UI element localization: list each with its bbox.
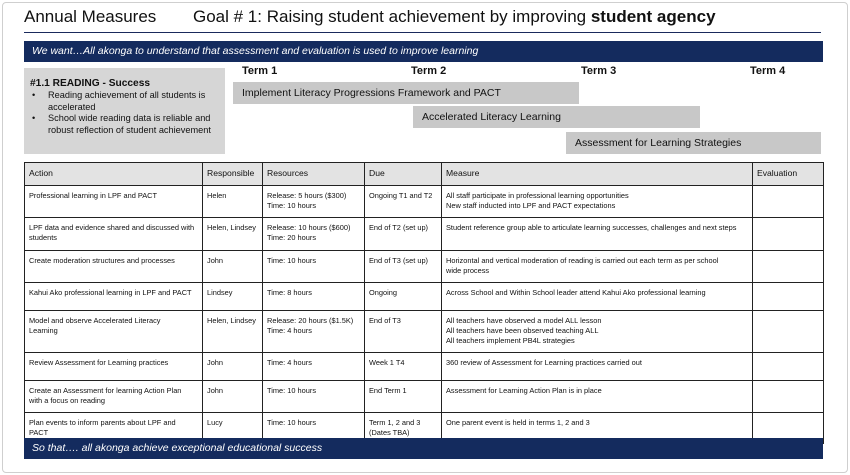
so-that-banner: So that…. all akonga achieve exceptional educational success	[24, 438, 823, 459]
cell-responsible	[203, 251, 263, 283]
cell-measure	[442, 283, 753, 311]
cell-text: Release: 20 hours ($1.5K)	[267, 316, 354, 325]
cell-text: Time: 10 hours	[267, 386, 317, 395]
cell-due	[365, 218, 442, 251]
cell-text: One parent event is held in terms 1, 2 and 3	[446, 418, 590, 427]
cell-due	[365, 353, 442, 381]
cell-text: Time: 20 hours	[267, 233, 317, 242]
cell-text: Plan events to inform parents about LPF and	[29, 418, 176, 427]
cell-action	[25, 381, 203, 413]
success-bullet-list	[30, 90, 225, 136]
cell-text: Professional learning in LPF and PACT	[29, 191, 158, 200]
cell-action	[25, 311, 203, 353]
cell-responsible	[203, 311, 263, 353]
we-want-banner: We want…All akonga to understand that assessment and evaluation is used to improve learning	[24, 41, 823, 62]
cell-text: End of T3 (set up)	[369, 256, 429, 265]
cell-due	[365, 381, 442, 413]
cell-text: John	[207, 386, 224, 395]
cell-text: Lucy	[207, 418, 223, 427]
timeline-bar-accelerated-literacy: Accelerated Literacy Learning	[413, 106, 700, 128]
cell-action	[25, 283, 203, 311]
cell-text: All teachers have observed a model ALL lesson	[446, 316, 602, 325]
cell-text: All teachers implement PB4L strategies	[446, 336, 575, 345]
goal-title-prefix: Goal # 1: Raising student achievement by improving	[193, 7, 591, 26]
cell-action	[25, 251, 203, 283]
cell-responsible	[203, 186, 263, 218]
cell-text: Time: 8 hours	[267, 288, 312, 297]
cell-evaluation	[753, 311, 824, 353]
cell-action	[25, 186, 203, 218]
cell-text: Release: 10 hours ($600)	[267, 223, 351, 232]
goal-title	[193, 7, 716, 27]
column-header-resources: Resources	[263, 163, 365, 186]
action-plan-table	[24, 162, 824, 444]
cell-text: New staff inducted into LPF and PACT expectations	[446, 201, 616, 210]
table-row	[25, 218, 824, 251]
success-bullet: • Reading achievement of all students is accelerated	[30, 90, 225, 113]
cell-text: Week 1 T4	[369, 358, 405, 367]
cell-responsible	[203, 381, 263, 413]
table-row	[25, 381, 824, 413]
cell-resources	[263, 186, 365, 218]
cell-text: with a focus on reading	[29, 396, 106, 405]
cell-text: LPF data and evidence shared and discussed with	[29, 223, 195, 232]
column-header-action: Action	[25, 163, 203, 186]
cell-due	[365, 311, 442, 353]
cell-text: wide process	[446, 266, 490, 275]
cell-text: Assessment for Learning Action Plan is in place	[446, 386, 602, 395]
cell-text: Term 1, 2 and 3	[369, 418, 421, 427]
cell-resources	[263, 353, 365, 381]
cell-text: Lindsey	[207, 288, 233, 297]
cell-text: students	[29, 233, 57, 242]
table-row	[25, 251, 824, 283]
cell-evaluation	[753, 353, 824, 381]
cell-text: John	[207, 256, 224, 265]
cell-measure	[442, 381, 753, 413]
cell-text: Helen, Lindsey	[207, 223, 256, 232]
cell-evaluation	[753, 186, 824, 218]
column-header-due: Due	[365, 163, 442, 186]
cell-measure	[442, 251, 753, 283]
cell-text: End Term 1	[369, 386, 407, 395]
cell-text: Helen	[207, 191, 227, 200]
cell-text: Ongoing T1 and T2	[369, 191, 433, 200]
cell-due	[365, 251, 442, 283]
header-divider	[24, 32, 821, 33]
cell-text: Time: 10 hours	[267, 201, 317, 210]
cell-evaluation	[753, 251, 824, 283]
cell-resources	[263, 251, 365, 283]
cell-text: All teachers have been observed teaching ALL	[446, 326, 599, 335]
cell-text: Helen, Lindsey	[207, 316, 256, 325]
cell-text: Release: 5 hours ($300)	[267, 191, 347, 200]
success-title: #1.1 READING - Success	[30, 78, 151, 89]
cell-text: Review Assessment for Learning practices	[29, 358, 169, 367]
timeline-bar-literacy-progressions: Implement Literacy Progressions Framework and PACT	[233, 82, 579, 104]
cell-text: Time: 4 hours	[267, 358, 312, 367]
cell-measure	[442, 311, 753, 353]
table-row	[25, 283, 824, 311]
cell-responsible	[203, 283, 263, 311]
cell-text: All staff participate in professional learning opportunities	[446, 191, 629, 200]
cell-evaluation	[753, 218, 824, 251]
cell-text: End of T2 (set up)	[369, 223, 429, 232]
cell-measure	[442, 186, 753, 218]
cell-responsible	[203, 353, 263, 381]
cell-resources	[263, 218, 365, 251]
cell-text: Time: 10 hours	[267, 418, 317, 427]
cell-text: Student reference group able to articulate learning successes, challenges and next steps	[446, 223, 737, 232]
cell-text: PACT	[29, 428, 49, 437]
cell-text: Create moderation structures and processes	[29, 256, 175, 265]
cell-measure	[442, 353, 753, 381]
cell-evaluation	[753, 283, 824, 311]
cell-text: End of T3	[369, 316, 401, 325]
success-criteria-box	[24, 68, 225, 154]
term-3-label: Term 3	[581, 65, 617, 77]
cell-text: 360 review of Assessment for Learning practices carried out	[446, 358, 642, 367]
cell-text: Create an Assessment for learning Action Plan	[29, 386, 182, 395]
cell-resources	[263, 283, 365, 311]
goal-title-emphasis: student agency	[590, 7, 716, 26]
table-row	[25, 353, 824, 381]
cell-text: Ongoing	[369, 288, 397, 297]
cell-text: Time: 10 hours	[267, 256, 317, 265]
column-header-evaluation: Evaluation	[753, 163, 824, 186]
cell-text: Learning	[29, 326, 58, 335]
cell-text: Model and observe Accelerated Literacy	[29, 316, 161, 325]
term-4-label: Term 4	[750, 65, 786, 77]
table-row	[25, 186, 824, 218]
column-header-responsible: Responsible	[203, 163, 263, 186]
column-header-measure: Measure	[442, 163, 753, 186]
cell-resources	[263, 381, 365, 413]
cell-text: Kahui Ako professional learning in LPF and PACT	[29, 288, 192, 297]
cell-due	[365, 283, 442, 311]
cell-text: John	[207, 358, 224, 367]
cell-text: Time: 4 hours	[267, 326, 312, 335]
cell-due	[365, 186, 442, 218]
table-header-row	[25, 163, 824, 186]
cell-text: Horizontal and vertical moderation of reading is carried out each term as per school	[446, 256, 719, 265]
cell-action	[25, 218, 203, 251]
cell-text: (Dates TBA)	[369, 428, 410, 437]
cell-measure	[442, 218, 753, 251]
table-row	[25, 311, 824, 353]
term-1-label: Term 1	[242, 65, 278, 77]
cell-responsible	[203, 218, 263, 251]
page-title: Annual Measures	[24, 7, 157, 26]
timeline-bar-assessment-strategies: Assessment for Learning Strategies	[566, 132, 821, 154]
table-body	[25, 186, 824, 444]
cell-resources	[263, 311, 365, 353]
cell-action	[25, 353, 203, 381]
cell-evaluation	[753, 381, 824, 413]
term-2-label: Term 2	[411, 65, 447, 77]
cell-text: Across School and Within School leader attend Kahui Ako professional learning	[446, 288, 706, 297]
success-bullet: • School wide reading data is reliable and robust reflection of student achievement	[30, 113, 225, 136]
